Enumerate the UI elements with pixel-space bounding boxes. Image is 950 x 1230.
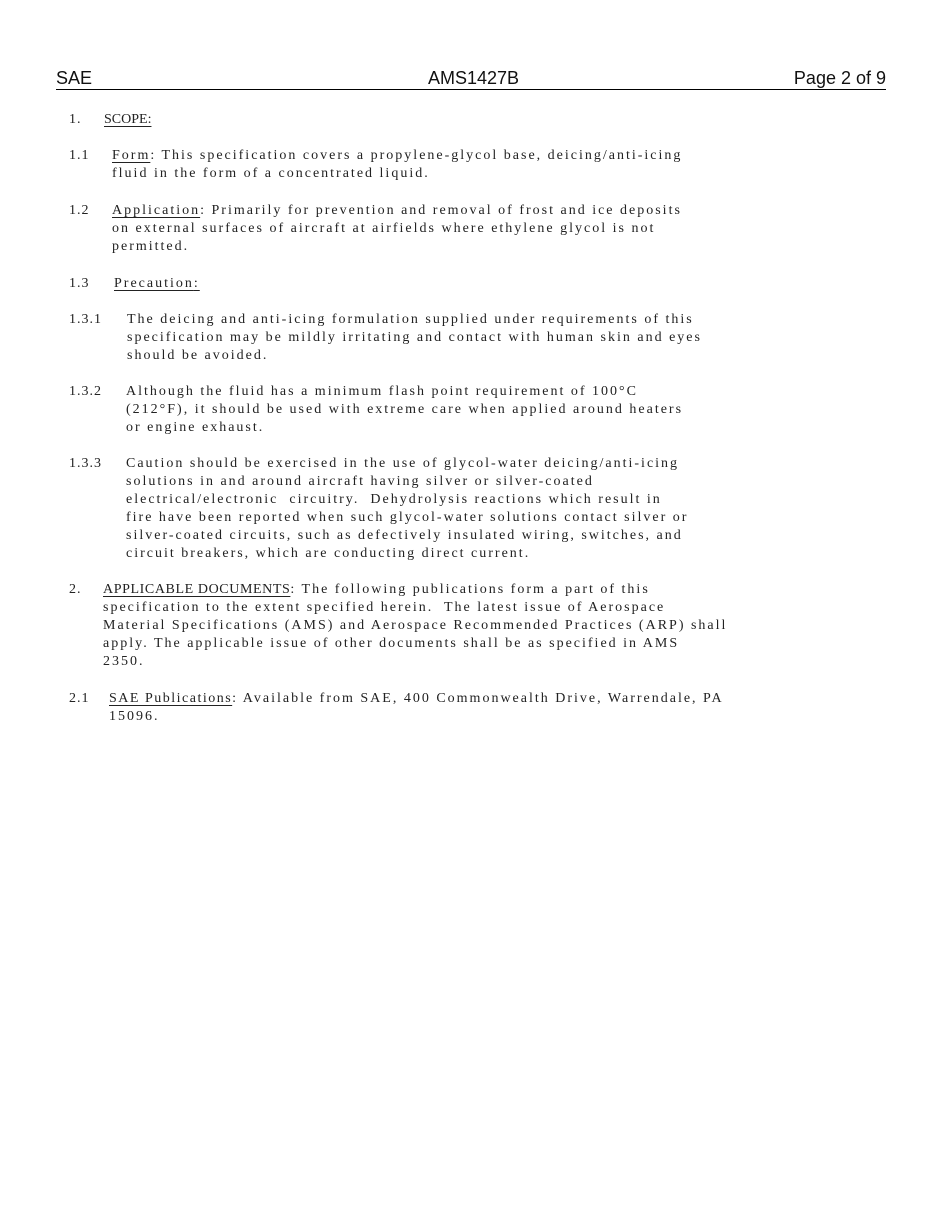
section-line-text: : Primarily for prevention and removal of frost and ice deposits — [200, 203, 682, 218]
section-body — [126, 455, 688, 563]
section-line: on external surfaces of aircraft at airfields where ethylene glycol is not — [112, 221, 656, 236]
section-title: SAE Publications — [109, 691, 233, 706]
section-body — [109, 690, 724, 726]
section-1-3-1 — [69, 311, 829, 365]
section-line-text: : Available from SAE, 400 Commonwealth Drive, Warrendale, PA — [232, 691, 724, 706]
section-line: specification to the extent specified herein. The latest issue of Aerospace — [103, 600, 666, 615]
section-line: fire have been reported when such glycol-water solutions contact silver or — [126, 510, 689, 525]
section-line: Although the fluid has a minimum flash point requirement of 100°C — [126, 384, 638, 399]
section-line: apply. The applicable issue of other documents shall be as specified in AMS — [103, 636, 680, 651]
section-line — [112, 202, 682, 220]
section-number: 2. — [69, 582, 82, 597]
section-line: or engine exhaust. — [126, 420, 265, 435]
section-line: (212°F), it should be used with extreme care when applied around heaters — [126, 402, 684, 417]
section-number: 1.2 — [69, 203, 90, 218]
section-title: Precaution — [114, 276, 194, 291]
section-number: 1.1 — [69, 148, 90, 163]
section-line: fluid in the form of a concentrated liquid. — [112, 166, 430, 181]
section-1 — [69, 111, 829, 129]
section-body — [112, 147, 682, 183]
section-title: APPLICABLE DOCUMENTS — [103, 582, 291, 597]
section-1-2 — [69, 202, 829, 256]
section-1-3-3 — [69, 455, 829, 563]
section-line: Material Specifications (AMS) and Aerospace Recommended Practices (ARP) shall — [103, 618, 728, 633]
header-page-number: Page 2 of 9 — [793, 68, 886, 88]
section-title: Form — [112, 148, 151, 163]
section-line — [112, 147, 682, 165]
section-line — [109, 690, 724, 708]
section-line: 2350. — [103, 654, 145, 669]
section-body — [127, 311, 702, 365]
section-body — [103, 581, 727, 671]
section-line: silver-coated circuits, such as defectively insulated wiring, switches, and — [126, 528, 683, 543]
header-org: SAE — [56, 68, 93, 88]
section-2-1 — [69, 690, 829, 726]
section-title: Application — [112, 203, 201, 218]
section-title-colon: : — [193, 276, 200, 291]
section-body — [126, 383, 683, 437]
section-line-text: : The following publications form a part of this — [290, 582, 650, 597]
section-line: specification may be mildly irritating and contact with human skin and eyes — [127, 330, 702, 345]
section-line: solutions in and around aircraft having silver or silver-coated — [126, 474, 594, 489]
section-line: electrical/electronic circuitry. Dehydrolysis reactions which result in — [126, 492, 662, 507]
section-body — [114, 275, 200, 293]
section-line: permitted. — [112, 239, 190, 254]
section-line: Caution should be exercised in the use of glycol-water deicing/anti-icing — [126, 456, 680, 471]
section-line: The deicing and anti-icing formulation supplied under requirements of this — [127, 312, 694, 327]
section-number: 1.3.2 — [69, 384, 102, 399]
section-number: 1. — [69, 112, 82, 127]
section-line: should be avoided. — [127, 348, 269, 363]
section-line-text: : This specification covers a propylene-glycol base, deicing/anti-icing — [150, 148, 683, 163]
section-line: 15096. — [109, 709, 160, 724]
section-number: 1.3.3 — [69, 456, 102, 471]
page-header — [56, 67, 886, 90]
header-doc-id: AMS1427B — [428, 68, 520, 88]
section-number: 1.3.1 — [69, 312, 102, 327]
section-line — [103, 581, 727, 599]
section-line: circuit breakers, which are conducting direct current. — [126, 546, 531, 561]
section-body — [112, 202, 682, 256]
section-1-3-2 — [69, 383, 829, 437]
section-number: 1.3 — [69, 276, 90, 291]
section-2 — [69, 581, 829, 671]
section-number: 2.1 — [69, 691, 90, 706]
section-title: SCOPE: — [104, 112, 152, 127]
section-1-1 — [69, 147, 829, 183]
section-1-3 — [69, 275, 829, 293]
